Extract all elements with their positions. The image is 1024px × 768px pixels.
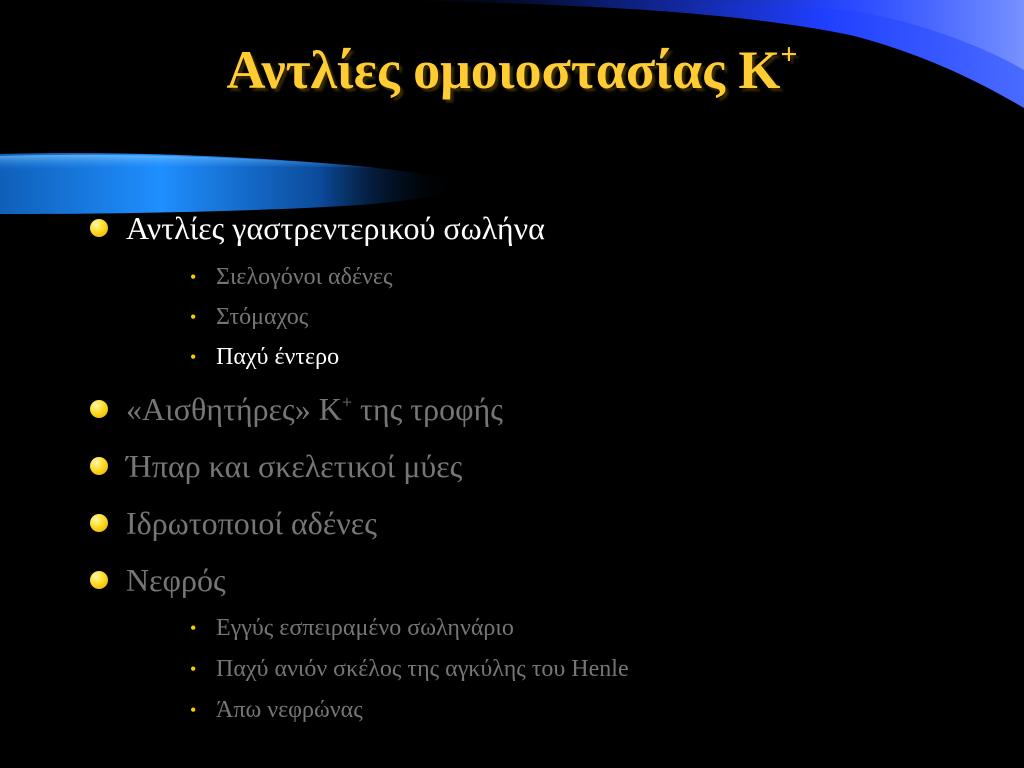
small-dot-bullet-icon: •: [190, 267, 197, 287]
bullet-text: [126, 390, 503, 428]
subbullet-text: Εγγύς εσπειραμένο σωληνάριο: [216, 615, 514, 641]
small-dot-bullet-icon: •: [190, 347, 197, 367]
yellow-sphere-bullet-icon: [90, 400, 108, 418]
slide-title-text: Αντλίες ομοιοστασίας Κ: [226, 40, 781, 100]
bullet-text-part: «Αισθητήρες» Κ: [126, 391, 342, 427]
bullet-text: Ήπαρ και σκελετικοί μύες: [126, 448, 463, 484]
subbullet-text: Σιελογόνοι αδένες: [216, 264, 393, 290]
bullet-superscript: +: [341, 392, 352, 412]
yellow-sphere-bullet-icon: [90, 571, 108, 589]
bullet-text: Νεφρός: [126, 562, 226, 598]
yellow-sphere-bullet-icon: [90, 514, 108, 532]
slide-title-superscript: +: [780, 38, 798, 71]
subbullet-text: Παχύ έντερο: [216, 344, 340, 370]
yellow-sphere-bullet-icon: [90, 219, 108, 237]
small-dot-bullet-icon: •: [190, 659, 197, 679]
small-dot-bullet-icon: •: [190, 700, 197, 720]
small-dot-bullet-icon: •: [190, 307, 197, 327]
slide-title: [0, 38, 1024, 102]
subbullet-text: Στόμαχος: [216, 304, 309, 330]
bullet-text: Αντλίες γαστρεντερικού σωλήνα: [126, 210, 545, 246]
subbullet-text: Άπω νεφρώνας: [216, 697, 363, 723]
bullet-text-part: της τροφής: [351, 391, 503, 427]
small-dot-bullet-icon: •: [190, 618, 197, 638]
yellow-sphere-bullet-icon: [90, 457, 108, 475]
subbullet-text: Παχύ ανιόν σκέλος της αγκύλης του Henle: [216, 656, 629, 682]
bullet-text: Ιδρωτοποιοί αδένες: [126, 505, 377, 541]
